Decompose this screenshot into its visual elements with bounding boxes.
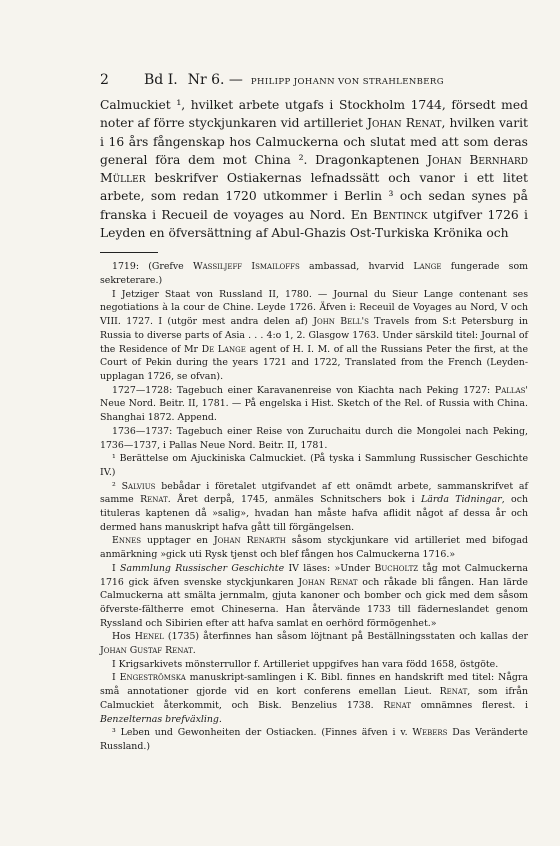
person-name: Bucholtz xyxy=(374,562,419,574)
person-name: Lange xyxy=(413,261,442,273)
footnote-text: ¹ Berättelse om Ajuckiniska Calmuckiet. (På tyska i Sammlung Russischer Geschichte IV.) xyxy=(100,453,528,478)
publication-title: Benzelternas brefväxling xyxy=(100,713,219,725)
footnote xyxy=(100,452,528,479)
body-text-3: beskrifver Ostiakernas lefnadssätt och vanor i ett litet arbete, som redan 1720 utkommer i Berlin ³ och sedan synes på franska i Recueil de voyages au Nord. En xyxy=(100,171,528,222)
person-name: Ennes xyxy=(112,535,141,547)
footnote-text: I Krigsarkivets mönsterrullor f. Artilleriet uppgifves han vara född 1658, östgöte. xyxy=(112,658,499,670)
footnote-text: agent of H. I. M. of all the Russians Peter the first, at the Court of Pekin during the years 1721 and 1722, Translated from the French (Leyden-upplagan 1726, se ofvan). xyxy=(100,343,528,382)
body-text-1: Calmuckiet ¹, hvilket arbete utgafs i Stockholm 1744, försedt med noter af förre styckjunkaren vid artilleriet xyxy=(100,98,528,131)
footnote xyxy=(100,384,528,425)
footnote-marker: ² xyxy=(112,480,122,492)
footnote xyxy=(100,288,528,384)
person-name: Wassiljeff Ismailoffs xyxy=(192,261,300,273)
footnote-text: I xyxy=(112,562,121,574)
person-name: Renat xyxy=(140,494,168,506)
person-name: Bentinck xyxy=(372,207,428,222)
footnote xyxy=(100,534,528,561)
person-name: Johan Renat xyxy=(367,116,442,131)
footnote xyxy=(100,658,528,672)
footnote xyxy=(100,630,528,657)
person-name: Renat xyxy=(439,686,468,698)
footnotes xyxy=(100,260,528,753)
footnote-text: såsom styckjunkare vid artilleriet med bifogad anmärkning »gick uti Rysk tjenst och blef fången hos Calmuckerna 1716.» xyxy=(100,535,528,561)
footnote-text: manuskript-samlingen i K. Bibl. finnes en handskrift med titel: Några små annotationer gjorde vid en kort conferens emellan Lieut. xyxy=(100,672,528,698)
footnote-text: , och tituleras kaptenen då »salig», hvadan han måste hafva aflidit något af dessa år och dermed hans manuskript hafva gått till förgängelsen. xyxy=(100,494,528,533)
person-name: Engeströmska xyxy=(119,672,186,684)
person-name: Henel xyxy=(134,631,164,643)
footnote-text: . xyxy=(218,713,222,725)
footnote-divider xyxy=(100,252,158,253)
footnote-text: (1735) återfinnes han såsom löjtnant på Beställningsstaten och kallas der xyxy=(163,631,528,643)
publication-title: Lärda Tidningar xyxy=(421,494,502,506)
person-name: Pallas' xyxy=(494,384,528,396)
footnote-text: Travels from S:t Petersburg in Russia to diverse parts of Asia . . . 4:o 1, 2. Glasgow 1763. Under särskild titel: Journal of the Residence of Mr xyxy=(100,316,528,355)
footnote xyxy=(100,425,528,452)
publication-title: Sammlung Russischer Geschichte xyxy=(120,562,285,574)
document-page xyxy=(100,72,528,754)
footnote-text: och råkade bli fången. Han lärde Calmuckerna att smälta jernmalm, gjuta kanoner och bomber och gick med dem såsom öfverste-fältherre emot Chineserna. Han återvände 1733 till fäderneslandet genom Ryssland och Sibirien efter att hafva samlat en oerhörd förmögenhet.» xyxy=(100,576,528,629)
footnote-text: ambassad, hvarvid xyxy=(299,261,414,273)
footnote-text: I Jetziger Staat von Russland II, 1780. — Journal du Sieur Lange contenant ses negotiations à la cour de Chine. Leyde 1726. Äfven i: Receuil de Voyages au Nord, V och VIII. 1727. I (utgör mest andra delen af) xyxy=(100,288,528,328)
person-name: Webers xyxy=(412,727,448,739)
footnote-text: Hos xyxy=(112,631,135,643)
issue-number: Nr 6. — xyxy=(187,72,243,88)
footnote-text: IV läses: »Under xyxy=(284,562,375,574)
footnote xyxy=(100,726,528,753)
main-paragraph xyxy=(100,96,528,242)
footnote-text: . Året derpå, 1745, anmäles Schnitschers bok i xyxy=(167,494,422,506)
footnote-text: omnämnes flerest. i xyxy=(411,699,528,711)
person-name: John Bell's xyxy=(313,316,369,328)
footnote-text: fungerade som sekreterare.) xyxy=(100,261,528,287)
person-name: Johan Bernhard Müller xyxy=(100,152,528,186)
footnote-text: bebådar i företalet utgifvandet af ett onämdt arbete, sammanskrifvet af samme xyxy=(100,480,528,506)
person-name: De Lange xyxy=(201,343,246,355)
person-name: Johan Gustaf Renat xyxy=(100,645,193,657)
footnote xyxy=(100,562,528,631)
footnote-text: . xyxy=(192,645,196,657)
footnote-text: , som ifrån Calmuckiet återkommit, och Bisk. Benzelius 1738. xyxy=(100,686,528,711)
page-header xyxy=(100,72,528,94)
footnote-text: 1727—1728: Tagebuch einer Karavanenreise von Kiachta nach Peking 1727: xyxy=(112,384,495,396)
footnote-text: Das Veränderte Russland.) xyxy=(100,727,528,752)
body-text-4: utgifver 1726 i Leyden en öfversättning af Abul-Ghazis Ost-Turkiska Krönika och xyxy=(100,207,528,241)
body-text-2: , hvilken varit i 16 års fångenskap hos Calmuckerna och slutat med att som deras general föra dem mot China ². Dragonkaptenen xyxy=(100,116,528,167)
footnote-text: Neue Nord. Beitr. II, 1781. — På engelska i Hist. Sketch of the Rel. of Russia with China. Shanghai 1872. Append. xyxy=(100,398,528,424)
footnote-text: tåg mot Calmuckerna 1716 gick äfven svenske styckjunkaren xyxy=(100,562,528,588)
running-title: PHILIPP JOHANN VON STRAHLENBERG xyxy=(250,77,444,87)
person-name: Johan Renarth xyxy=(213,535,286,547)
footnote-text: 1736—1737: Tagebuch einer Reise von Zuruchaitu durch die Mongolei nach Peking, 1736—1737, i Pallas Neue Nord. Beitr. II, 1781. xyxy=(100,425,528,451)
footnote xyxy=(100,260,528,287)
footnote-text: I xyxy=(112,672,120,684)
footnote xyxy=(100,480,528,535)
footnote-text: 1719: (Grefve xyxy=(112,261,193,273)
person-name: Renat xyxy=(383,699,412,711)
page-number: 2 xyxy=(100,72,109,88)
volume-label: Bd I. xyxy=(144,72,178,88)
person-name: Johan Renat xyxy=(298,576,358,588)
person-name: Salvius xyxy=(121,480,156,492)
footnote-text: upptager en xyxy=(141,535,214,547)
footnote xyxy=(100,671,528,726)
footnote-text: ³ Leben und Gewonheiten der Ostiacken. (Finnes äfven i v. xyxy=(112,727,413,739)
